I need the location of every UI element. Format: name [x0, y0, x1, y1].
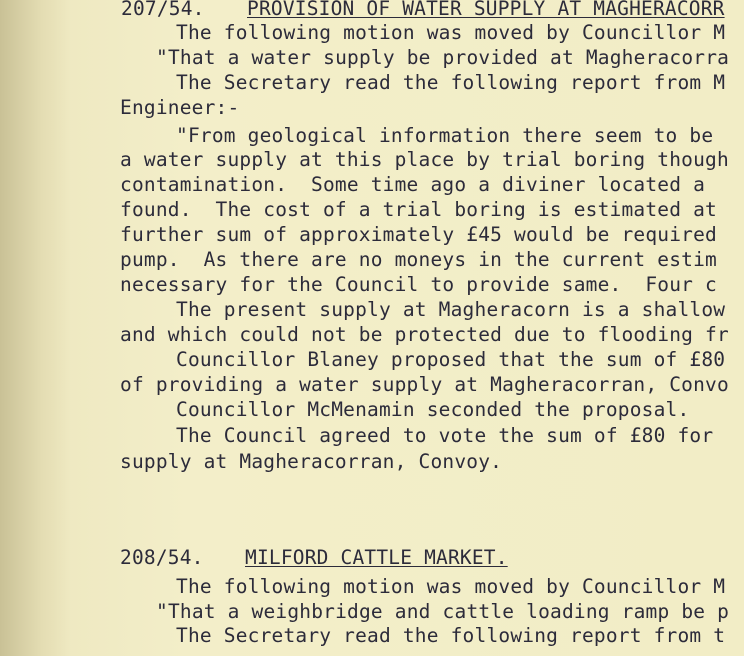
minute-heading: MILFORD CATTLE MARKET.	[245, 546, 508, 569]
text-line: The Secretary read the following report from M	[176, 71, 726, 94]
text-line: necessary for the Council to provide same. Four c	[120, 273, 717, 296]
text-line: "From geological information there seem to be	[176, 124, 714, 147]
text-line: and which could not be protected due to flooding fr	[120, 323, 729, 346]
minute-heading: PROVISION OF WATER SUPPLY AT MAGHERACORR	[247, 0, 725, 20]
minute-number: 208/54.	[120, 546, 204, 569]
text-line: The following motion was moved by Councillor M	[176, 21, 726, 44]
text-line: found. The cost of a trial boring is estimated at	[120, 198, 717, 221]
text-line: supply at Magheracorran, Convoy.	[120, 450, 503, 473]
text-line: a water supply at this place by trial boring though	[120, 148, 729, 171]
page-binding-shadow	[0, 0, 70, 656]
text-line: "That a water supply be provided at Magheracorra	[156, 46, 730, 69]
text-line: of providing a water supply at Magheracorran, Convo	[120, 373, 729, 396]
text-line: contamination. Some time ago a diviner located a	[120, 173, 706, 196]
text-line: The following motion was moved by Councillor M	[176, 575, 726, 598]
text-line: further sum of approximately £45 would be required	[120, 223, 717, 246]
text-line: "That a weighbridge and cattle loading ramp be p	[156, 600, 730, 623]
text-line: The Council agreed to vote the sum of £80 for	[176, 424, 714, 447]
text-line: The Secretary read the following report from t	[176, 624, 726, 647]
minute-number: 207/54.	[121, 0, 205, 20]
text-line: Councillor Blaney proposed that the sum of £80	[176, 348, 726, 371]
text-line: The present supply at Magheracorn is a shallow	[176, 298, 726, 321]
text-line: Councillor McMenamin seconded the proposal.	[176, 398, 690, 421]
text-line: pump. As there are no moneys in the current estim	[120, 248, 717, 271]
text-line: Engineer:-	[120, 96, 240, 119]
